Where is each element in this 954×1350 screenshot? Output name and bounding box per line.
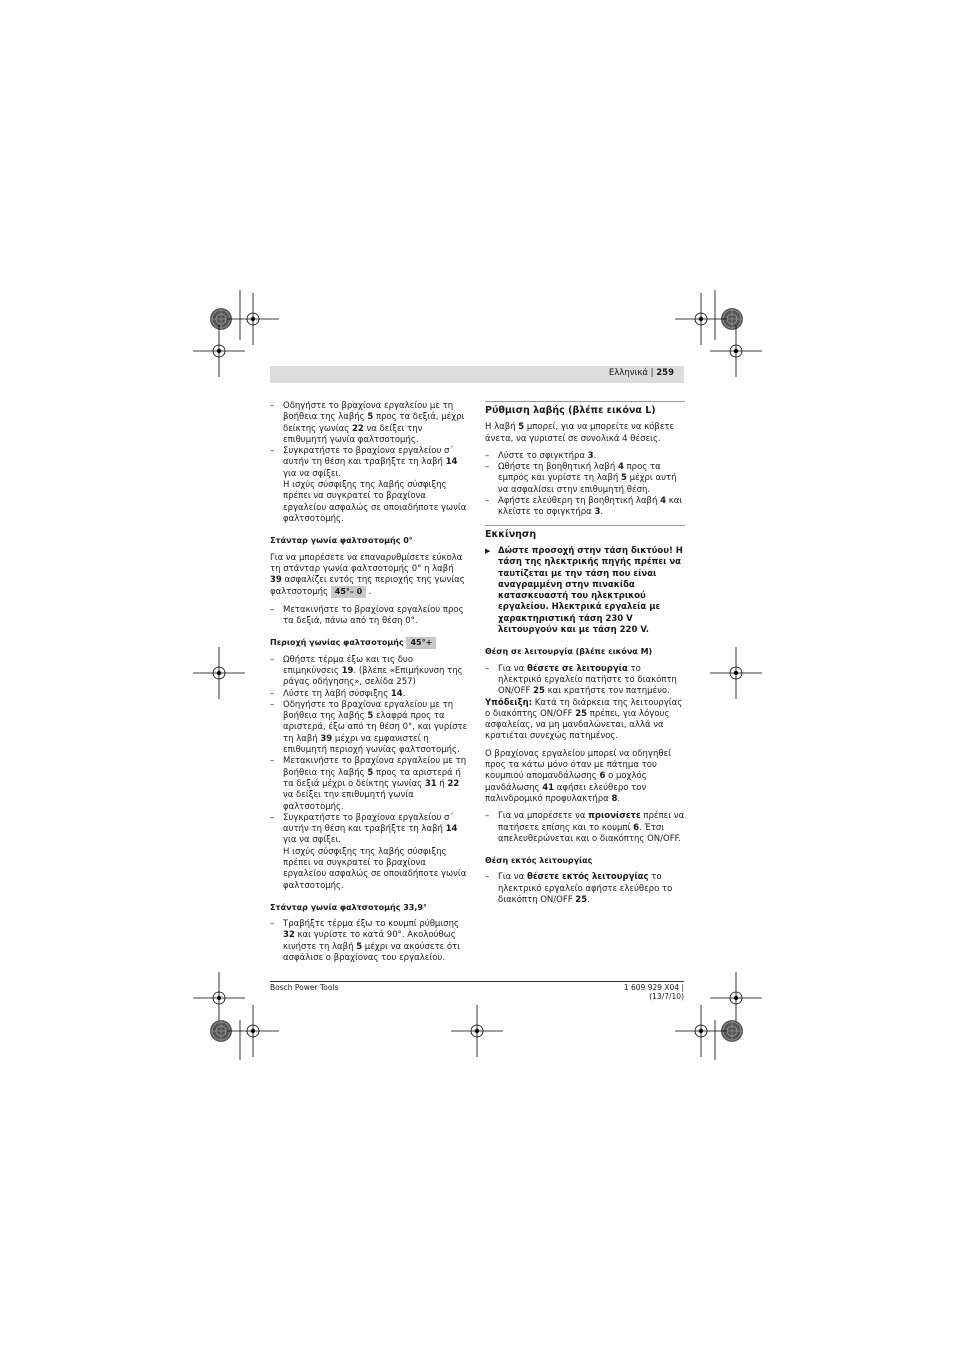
warning-text: ▶ Δώστε προσοχή στην τάση δικτύου! Η τάση της ηλεκτρικής πηγής πρέπει να ταυτίζεται με την τάση που είναι αναγραμμένη στην πινακίδα κατασκευαστή του ηλεκτρικού εργαλείου. Ηλεκτρικά εργαλεία με χαρακτηριστική τάση 230 V λειτουργούν και με τάση 220 V. xyxy=(485,546,685,636)
list-item: – Ωθήστε τη βοηθητική λαβή 4 προς τα εμπρός και γυρίστε τη λαβή 5 μέχρι αυτή να ασφαλίσει στην επιθυμητή θέση. xyxy=(485,462,685,496)
hint-paragraph: Υπόδειξη: Κατά τη διάρκεια της λειτουργίας ο διακόπτης ON/OFF 25 πρέπει, για λόγους ασφαλείας, να μη μανδαλώνεται, αλλά να κρατιέται συνεχώς πατημένος. xyxy=(485,697,683,742)
paragraph: Ο βραχίονας εργαλείου μπορεί να οδηγηθεί προς τα κάτω μόνο όταν με πάτημα του κουμπιού απομανδάλωσης 6 ο μοχλός μανδάλωσης 41 αφήσει ελεύθερο τον παλινδρομικό προφυλακτήρα 8. xyxy=(485,748,672,804)
footer-rule xyxy=(270,981,684,982)
section-heading: Ρύθμιση λαβής (βλέπε εικόνα L) xyxy=(485,401,685,416)
list-item: – Αφήστε ελεύθερη τη βοηθητική λαβή 4 και κλείστε το σφιγκτήρα 3. xyxy=(485,496,685,519)
subheading: Θέση εκτός λειτουργίας xyxy=(485,856,593,866)
list-item: – Οδηγήστε το βραχίονα εργαλείου με τη βοήθεια της λαβής 5 ελαφρά προς τα αριστερά, έξω από τη θέση 0°, και γυρίστε τη λαβή 39 μέχρι να εμφανιστεί η επιθυμητή περιοχή γωνίας φαλτσοτομής. xyxy=(270,700,468,756)
footer-doc-number: 1 609 929 X04 | (13/7/10) xyxy=(623,983,684,1001)
list-item: – Λύστε τη λαβή σύσφιξης 14. xyxy=(270,689,468,700)
list-item: – Ωθήστε τέρμα έξω και τις δυο επιμηκύνσεις 19. (βλέπε «Επιμήκυνση της ράγας οδήγησης», σελίδα 257) xyxy=(270,655,468,689)
footer-brand: Bosch Power Tools xyxy=(270,983,339,992)
paragraph: Η λαβή 5 μπορεί, για να μπορείτε να κόβετε άνετα, να γυριστεί σε συνολικά 4 θέσεις. xyxy=(485,422,675,444)
note-text: Η ισχύς σύσφιξης της λαβής σύσφιξης πρέπει να συγκρατεί το βραχίονα εργαλείου ασφαλώς σε οποιαδήποτε γωνία φαλτσοτομής. xyxy=(283,846,467,891)
header-language: Ελληνικά xyxy=(608,368,648,378)
subheading: Στάνταρ γωνία φαλτσοτομής 33,9° xyxy=(270,902,427,912)
subheading: Περιοχή γωνίας φαλτσοτομής 45°+ xyxy=(270,637,468,648)
header-text: Ελληνικά | 259 xyxy=(608,368,674,378)
section-heading: Εκκίνηση xyxy=(485,525,685,540)
list-item: – Για να θέσετε σε λειτουργία το ηλεκτρικό εργαλείο πατήστε το διακόπτη ON/OFF 25 και κρατήστε τον πατημένο. xyxy=(485,664,685,698)
list-item: – Μετακινήστε το βραχίονα εργαλείου με τη βοήθεια της λαβής 5 προς τα αριστερά ή τα δεξιά μέχρι ο δείκτης γωνίας 31 ή 22 να δείξει την επιθυμητή γωνία φαλτσοτομής. xyxy=(270,756,468,812)
subheading: Θέση σε λειτουργία (βλέπε εικόνα M) xyxy=(485,647,653,657)
list-item: – Για να θέσετε εκτός λειτουργίας το ηλεκτρικό εργαλείο αφήστε ελεύθερο το διακόπτη ON/OFF 25. xyxy=(485,872,685,906)
list-item: – Οδηγήστε το βραχίονα εργαλείου με τη βοήθεια της λαβής 5 προς τα δεξιά, μέχρι δείκτης γωνίας 22 να δείξει την επιθυμητή γωνία φαλτσοτομής. xyxy=(270,401,468,446)
list-item: – Συγκρατήστε το βραχίονα εργαλείου σ΄ αυτήν τη θέση και τραβήξτε τη λαβή 14 για να σφίξει. xyxy=(270,813,468,847)
right-column xyxy=(485,401,685,906)
page-header xyxy=(270,366,684,383)
list-item: – Τραβήξτε τέρμα έξω το κουμπί ρύθμισης 32 και γυρίστε το κατά 90°. Ακολούθως κινήστε τη λαβή 5 μέχρι να ακούσετε ότι ασφάλισε ο βραχίονας του εργαλείου. xyxy=(270,919,468,964)
list-item: – Μετακινήστε το βραχίονα εργαλείου προς τα δεξιά, πάνω από τη θέση 0°. xyxy=(270,605,468,628)
list-item: – Συγκρατήστε το βραχίονα εργαλείου σ΄ αυτήν τη θέση και τραβήξτε τη λαβή 14 για να σφίξει. xyxy=(270,446,468,480)
list-item: – Λύστε το σφιγκτήρα 3. xyxy=(485,451,685,462)
note-text: Η ισχύς σύσφιξης της λαβής σύσφιξης πρέπει να συγκρατεί το βραχίονα εργαλείου ασφαλώς σε οποιαδήποτε γωνία φαλτσοτομής. xyxy=(283,480,467,524)
left-column xyxy=(270,401,468,964)
angle-label: 45°– 0 xyxy=(331,586,366,597)
angle-label: 45°+ xyxy=(406,637,436,648)
header-page-number: 259 xyxy=(656,368,674,378)
subheading: Στάνταρ γωνία φαλτσοτομής 0° xyxy=(270,536,413,546)
paragraph: Για να μπορέσετε να επαναρυθμίσετε εύκολα τη στάνταρ γωνία φαλτσοτομής 0° η λαβή 39 ασφαλίζει εντός της περιοχής της γωνίας φαλτσοτομής 45°– 0 . xyxy=(270,552,465,598)
list-item: – Για να μπορέσετε να πριονίσετε πρέπει να πατήσετε επίσης και το κουμπί 6. Έτσι απελευθερώνεται και ο διακόπτης ON/OFF. xyxy=(485,811,685,845)
